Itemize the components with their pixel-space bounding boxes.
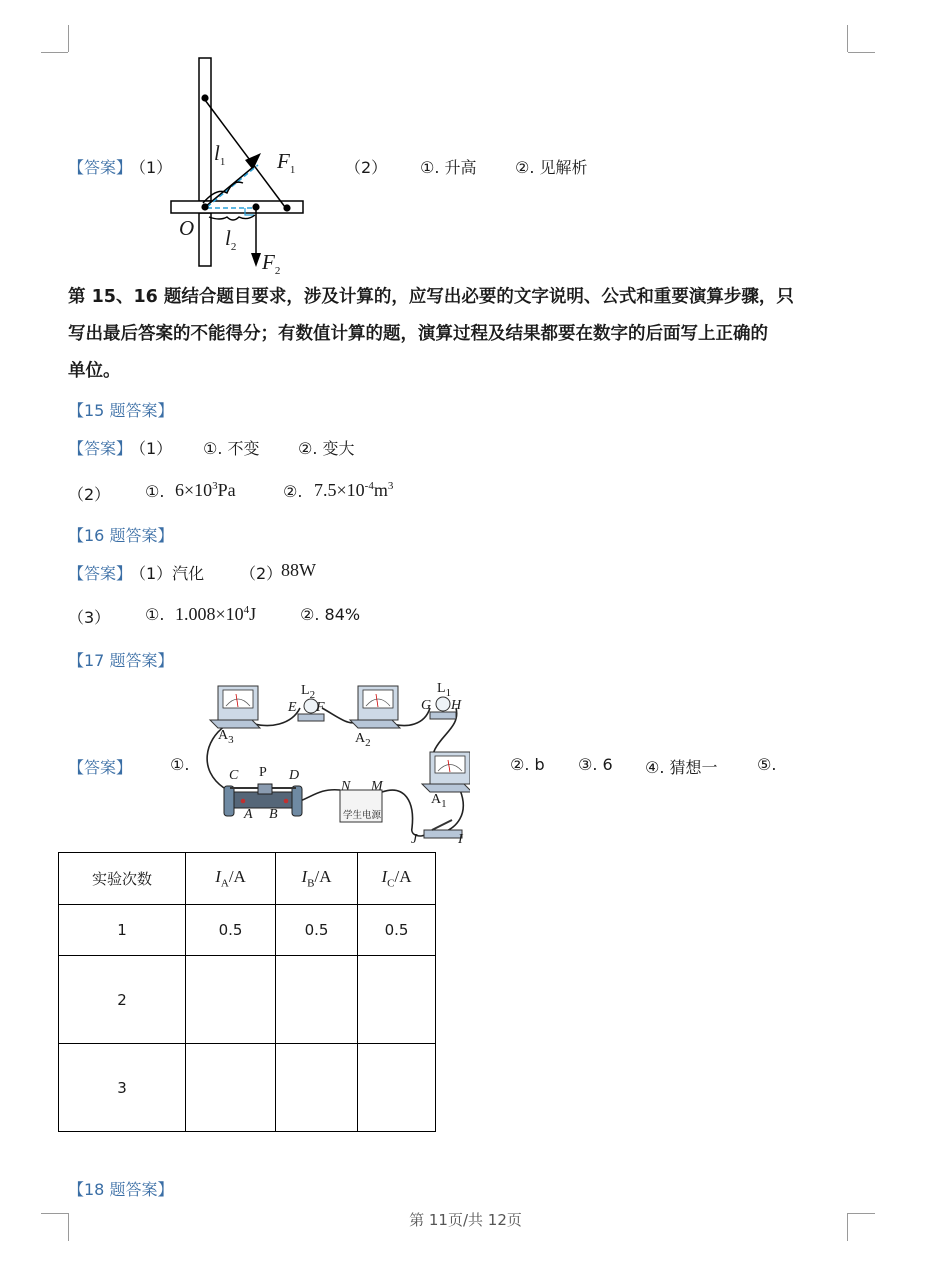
- table-cell: [358, 1044, 436, 1132]
- table-row: [59, 956, 436, 1044]
- q15-part2-label: （2）: [68, 485, 111, 504]
- circuit-label-l1: $L_1$: [437, 681, 452, 699]
- q17-answer-1: ①.: [170, 755, 190, 774]
- table-header-cell: 实验次数: [59, 853, 186, 905]
- lever-label-l2: $l_2$: [225, 226, 237, 254]
- q16-part3-label: （3）: [68, 608, 111, 627]
- q14-part1-label: （1）: [130, 158, 173, 177]
- power-supply-label: 学生电源: [343, 810, 382, 821]
- table-header-row: [59, 853, 436, 905]
- table-cell: 0.5: [186, 905, 276, 956]
- q15-header: 【15 题答案】: [68, 401, 174, 420]
- circuit-label-l2: $L_2$: [301, 683, 316, 701]
- crop-mark-top-left-v: [68, 25, 69, 52]
- lever-label-o: O: [179, 216, 195, 240]
- q15-part1-label: （1）: [130, 439, 173, 458]
- table-row: [59, 905, 436, 956]
- table-cell: 0.5: [358, 905, 436, 956]
- q15-answer-4-value: $7.5\times 10^{-4}m^3$: [314, 480, 394, 500]
- q16-answer-label: 【答案】: [68, 564, 133, 583]
- circuit-label-p: P: [259, 765, 267, 780]
- circuit-label-f: F: [316, 700, 325, 715]
- q14-answer-1: ①. 升高: [420, 158, 477, 177]
- q16-answer-4: ②. 84%: [300, 605, 361, 624]
- table-header-cell: $I_A/A$: [186, 853, 276, 905]
- table-row: [59, 1044, 436, 1132]
- crop-mark-top-left-h: [41, 52, 68, 53]
- circuit-label-j: J: [411, 832, 418, 847]
- q15-answer-1: ①. 不变: [203, 439, 260, 458]
- q17-answer-2: ②. b: [510, 755, 545, 774]
- circuit-label-m: M: [371, 779, 383, 794]
- q17-answer-3: ③. 6: [578, 755, 613, 774]
- page-footer: 第 11页/共 12页: [409, 1211, 522, 1229]
- q14-answer-label: 【答案】: [68, 158, 133, 177]
- q17-answer-label: 【答案】: [68, 758, 133, 777]
- table-cell: [186, 1044, 276, 1132]
- q16-header: 【16 题答案】: [68, 526, 174, 545]
- circuit-label-a1: $A_1$: [431, 792, 447, 810]
- q14-answer-2: ②. 见解析: [515, 158, 588, 177]
- circuit-label-c: C: [229, 768, 239, 783]
- table-cell: 3: [59, 1044, 186, 1132]
- circuit-label-e: E: [288, 700, 297, 715]
- circuit-label-a: A: [244, 807, 253, 822]
- circuit-label-a3: $A_3$: [218, 728, 234, 746]
- q14-part2-label: （2）: [345, 158, 388, 177]
- instruction-line: 写出最后答案的不能得分；有数值计算的题，演算过程及结果都要在数字的后面写上正确的: [68, 324, 768, 344]
- lever-label-f1: $F_1$: [277, 149, 296, 177]
- circuit-label-a2: $A_2$: [355, 731, 371, 749]
- table-cell: 0.5: [276, 905, 358, 956]
- q17-answer-5: ⑤.: [757, 755, 777, 774]
- ammeter-a1-icon: [422, 752, 470, 792]
- table-header-cell: $I_C/A$: [358, 853, 436, 905]
- q15-answer-3-value: $6\times 10^3Pa$: [175, 480, 236, 500]
- ammeter-a2-icon: [350, 686, 400, 728]
- q15-answer-4-marker: ②.: [283, 482, 303, 501]
- q16-part2-label: （2）: [240, 564, 283, 583]
- circuit-label-d: D: [289, 768, 300, 783]
- circuit-label-b: B: [269, 807, 278, 822]
- crop-mark-top-right-v: [847, 25, 848, 52]
- table-cell: [276, 1044, 358, 1132]
- instruction-paragraph: [68, 279, 858, 390]
- q16-part1: （1）汽化: [130, 564, 205, 583]
- circuit-label-g: G: [421, 698, 432, 713]
- q16-answer-3-marker: ①.: [145, 605, 165, 624]
- ammeter-a3-icon: [210, 686, 260, 728]
- table-cell: 2: [59, 956, 186, 1044]
- table-cell: [276, 956, 358, 1044]
- table-cell: [186, 956, 276, 1044]
- instruction-line: 单位。: [68, 361, 121, 381]
- q18-header: 【18 题答案】: [68, 1180, 174, 1199]
- q16-part2-value: 88W: [281, 560, 316, 580]
- q17-header: 【17 题答案】: [68, 651, 174, 670]
- lever-label-l1: $l_1$: [214, 141, 226, 169]
- current-table: [58, 852, 436, 1132]
- crop-mark-top-right-h: [848, 52, 875, 53]
- q16-answer-3-value: $1.008\times 10^4J$: [175, 604, 257, 624]
- q15-answer-label: 【答案】: [68, 439, 133, 458]
- rheostat-icon: [224, 784, 302, 816]
- circuit-label-h: H: [451, 698, 462, 713]
- table-cell: [358, 956, 436, 1044]
- circuit-label-i: I: [458, 832, 463, 847]
- instruction-line: 第 15、16 题结合题目要求，涉及计算的，应写出必要的文字说明、公式和重要演算步骤，只: [68, 287, 794, 307]
- lever-label-f2: $F_2$: [262, 250, 281, 278]
- circuit-label-n: N: [341, 779, 351, 794]
- q17-answer-4: ④. 猜想一: [645, 758, 718, 777]
- q15-answer-2: ②. 变大: [298, 439, 355, 458]
- table-header-cell: $I_B/A$: [276, 853, 358, 905]
- q15-answer-3-marker: ①.: [145, 482, 165, 501]
- table-cell: 1: [59, 905, 186, 956]
